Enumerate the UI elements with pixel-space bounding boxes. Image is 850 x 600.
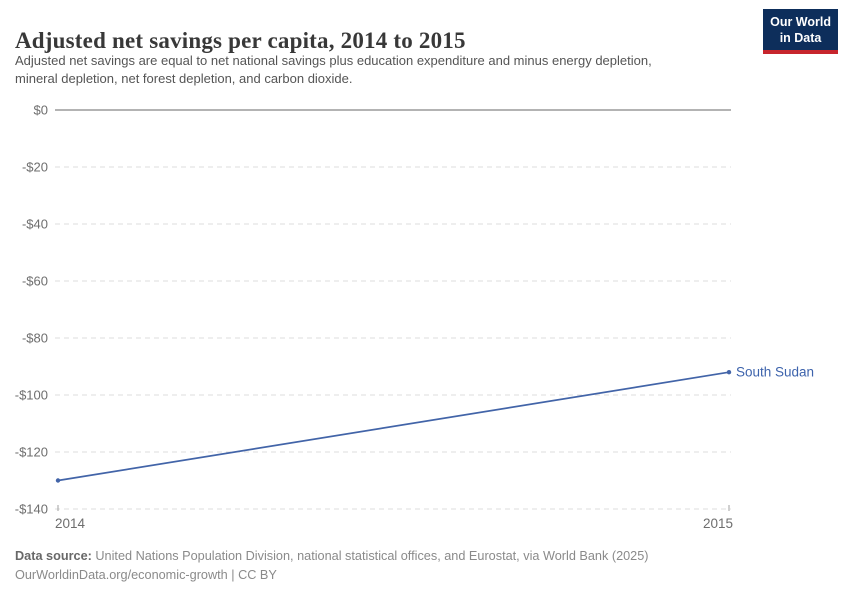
y-tick-label: -$140 [14,501,48,517]
data-source-text: United Nations Population Division, national statistical offices, and Eurostat, via World Bank (2025) [91,549,649,563]
chart-footer [15,547,815,585]
data-point [56,478,60,482]
y-tick-label: -$60 [21,273,48,289]
chart-title: Adjusted net savings per capita, 2014 to 2015 [15,28,466,54]
y-tick-label: -$100 [14,387,48,403]
data-source-label: Data source: [15,549,92,563]
y-tick-label: -$40 [21,216,48,232]
data-line [58,372,729,480]
data-source-line [15,547,815,566]
y-tick-label: -$120 [14,444,48,460]
entity-label: South Sudan [736,364,815,380]
owid-logo-line1: Our World [770,15,831,29]
x-tick-label: 2014 [55,516,86,531]
owid-logo-line2: in Data [779,31,822,45]
subtitle-line-1: Adjusted net savings are equal to net national savings plus education expenditure and minus energy depletion, [15,53,652,68]
y-tick-label: -$80 [21,330,48,346]
x-tick-label: 2015 [702,516,733,531]
y-tick-label: $0 [33,102,48,118]
footer-link[interactable]: OurWorldinData.org/economic-growth | CC BY [15,568,277,582]
y-tick-label: -$20 [21,159,48,175]
data-point [727,370,731,374]
subtitle-line-2: mineral depletion, net forest depletion, and carbon dioxide. [15,71,353,86]
